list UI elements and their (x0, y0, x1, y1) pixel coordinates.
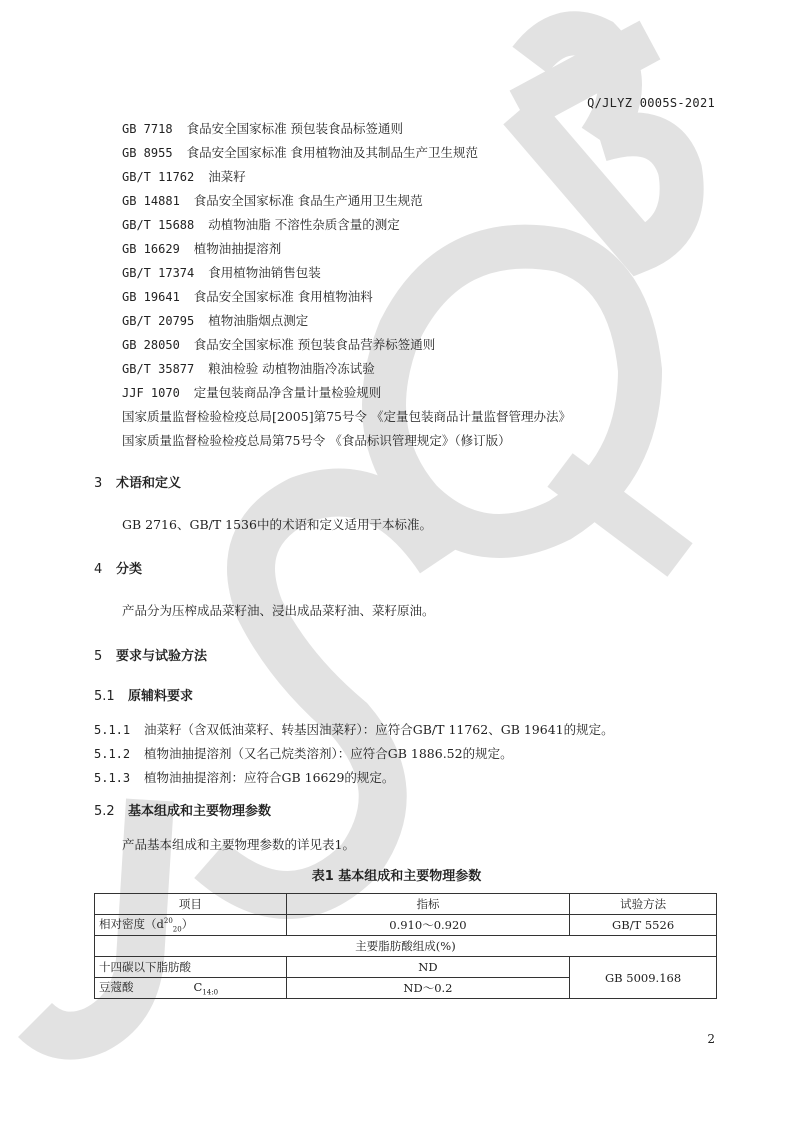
table-header-cell: 指标 (286, 894, 569, 915)
normative-references-list (122, 117, 571, 453)
fatty-acid-name-cell (95, 978, 287, 999)
section-5-2-text: 产品基本组成和主要物理参数的详见表1。 (122, 837, 355, 852)
reference-code: JJF 1070 (122, 386, 180, 400)
density-method: GB/T 5526 (570, 915, 717, 936)
reference-title: 国家质量监督检验检疫总局[2005]第75号令 《定量包装商品计量监督管理办法》 (122, 409, 571, 424)
reference-title: 粮油检验 动植物油脂冷冻试验 (208, 361, 375, 376)
table-row (95, 957, 717, 978)
reference-title: 食品安全国家标准 食用植物油及其制品生产卫生规范 (186, 145, 479, 160)
section-title: 分类 (116, 562, 143, 577)
section-title: 要求与试验方法 (116, 649, 208, 664)
clause-text: 植物油抽提溶剂：应符合GB 16629的规定。 (144, 770, 395, 785)
section-number: 5 (94, 649, 103, 664)
table-header-cell: 项目 (95, 894, 287, 915)
section-number: 3 (94, 476, 103, 491)
reference-title: 食品安全国家标准 食品生产通用卫生规范 (193, 193, 423, 208)
document-code: Q/JLYZ 0005S-2021 (587, 96, 715, 110)
reference-title: 植物油脂烟点测定 (208, 313, 309, 328)
clause-5-1-3 (94, 768, 394, 786)
section-number: 5.1 (94, 689, 115, 704)
page-number: 2 (707, 1032, 715, 1046)
reference-title: 动植物油脂 不溶性杂质含量的测定 (208, 217, 400, 232)
clause-number: 5.1.1 (94, 723, 131, 737)
reference-item (122, 357, 571, 381)
reference-code: GB 16629 (122, 242, 180, 256)
reference-item (122, 261, 571, 285)
reference-item (122, 213, 571, 237)
reference-code: GB 7718 (122, 122, 173, 136)
section-title: 术语和定义 (116, 476, 182, 491)
reference-code: GB 28050 (122, 338, 180, 352)
reference-item (122, 237, 571, 261)
reference-title: 食品安全国家标准 预包装食品标签通则 (186, 121, 404, 136)
fatty-acid-formula-sub: 14:0 (202, 988, 219, 997)
reference-title: 食品安全国家标准 预包装食品营养标签通则 (193, 337, 436, 352)
reference-title: 定量包装商品净含量计量检验规则 (193, 385, 382, 400)
fatty-acid-method: GB 5009.168 (570, 957, 717, 999)
density-sub: 20 (172, 925, 182, 934)
fatty-acid-value: ND～0.2 (286, 978, 569, 999)
section-title: 原辅料要求 (128, 689, 194, 704)
reference-code: GB/T 17374 (122, 266, 195, 280)
clause-text: 油菜籽（含双低油菜籽、转基因油菜籽）：应符合GB/T 11762、GB 19641的规定。 (144, 722, 614, 737)
clause-5-1-2 (94, 744, 513, 762)
table-group-row (95, 936, 717, 957)
reference-code: GB/T 35877 (122, 362, 195, 376)
reference-item (122, 285, 571, 309)
reference-title: 植物油抽提溶剂 (193, 241, 282, 256)
table-1-caption: 表1 基本组成和主要物理参数 (311, 869, 482, 884)
reference-item (122, 309, 571, 333)
table-row (95, 915, 717, 936)
fatty-acid-name: 十四碳以下脂肪酸 (95, 957, 287, 978)
section-number: 5.2 (94, 804, 115, 819)
section-number: 4 (94, 562, 103, 577)
density-close: ） (181, 917, 194, 932)
reference-item (122, 117, 571, 141)
section-5-heading (94, 645, 207, 664)
clause-number: 5.1.3 (94, 771, 131, 785)
clause-text: 植物油抽提溶剂（又名己烷类溶剂）：应符合GB 1886.52的规定。 (144, 746, 513, 761)
reference-title: 食用植物油销售包装 (208, 265, 321, 280)
reference-item (122, 405, 571, 429)
reference-title: 国家质量监督检验检疫总局第75号令 《食品标识管理规定》（修订版） (122, 433, 511, 448)
section-4-text: 产品分为压榨成品菜籽油、浸出成品菜籽油、菜籽原油。 (122, 603, 435, 618)
section-4-heading (94, 558, 142, 577)
clause-number: 5.1.2 (94, 747, 131, 761)
density-sup: 20 (163, 917, 173, 926)
reference-code: GB/T 20795 (122, 314, 195, 328)
reference-code: GB 8955 (122, 146, 173, 160)
table-header-row (95, 894, 717, 915)
table-header-cell: 试验方法 (570, 894, 717, 915)
section-5-1-heading (94, 685, 193, 704)
reference-item (122, 141, 571, 165)
section-3-text: GB 2716、GB/T 1536中的术语和定义适用于本标准。 (122, 517, 432, 532)
fatty-acid-formula: C (193, 980, 203, 995)
reference-item (122, 381, 571, 405)
fatty-acid-name: 豆蔻酸 (99, 980, 134, 995)
reference-item (122, 165, 571, 189)
reference-code: GB 14881 (122, 194, 180, 208)
watermark-q-tail (560, 470, 680, 560)
table-1 (94, 893, 717, 999)
reference-title: 食品安全国家标准 食用植物油料 (193, 289, 373, 304)
fatty-acid-value: ND (286, 957, 569, 978)
reference-code: GB 19641 (122, 290, 180, 304)
density-label: 相对密度（d (99, 917, 164, 932)
section-3-heading (94, 472, 181, 491)
section-title: 基本组成和主要物理参数 (128, 804, 272, 819)
reference-item (122, 189, 571, 213)
fatty-acid-group-header: 主要脂肪酸组成(%) (95, 936, 717, 957)
reference-title: 油菜籽 (208, 169, 246, 184)
density-label-cell (95, 915, 287, 936)
reference-code: GB/T 15688 (122, 218, 195, 232)
reference-item (122, 429, 571, 453)
density-value: 0.910～0.920 (286, 915, 569, 936)
section-5-2-heading (94, 800, 271, 819)
reference-item (122, 333, 571, 357)
clause-5-1-1 (94, 720, 614, 738)
reference-code: GB/T 11762 (122, 170, 195, 184)
